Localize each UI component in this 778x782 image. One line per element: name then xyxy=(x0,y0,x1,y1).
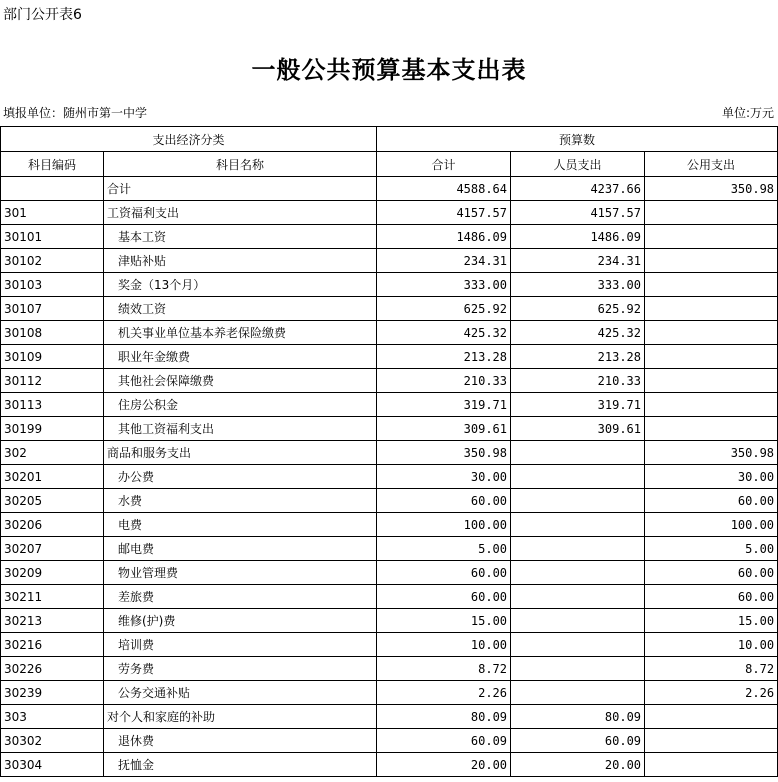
table-row xyxy=(1,465,778,489)
col-header-personnel: 人员支出 xyxy=(511,152,645,177)
row-code: 30199 xyxy=(1,417,104,441)
row-personnel: 4157.57 xyxy=(511,201,645,225)
row-public xyxy=(645,753,778,777)
row-total: 100.00 xyxy=(377,513,511,537)
row-code: 30102 xyxy=(1,249,104,273)
row-code: 30108 xyxy=(1,321,104,345)
table-row xyxy=(1,633,778,657)
row-name: 职业年金缴费 xyxy=(104,345,377,369)
row-personnel xyxy=(511,561,645,585)
row-personnel: 625.92 xyxy=(511,297,645,321)
row-code: 30216 xyxy=(1,633,104,657)
table-row xyxy=(1,177,778,201)
table-row xyxy=(1,201,778,225)
row-total: 20.00 xyxy=(377,753,511,777)
row-public xyxy=(645,705,778,729)
row-personnel: 20.00 xyxy=(511,753,645,777)
row-name: 对个人和家庭的补助 xyxy=(104,705,377,729)
row-code: 302 xyxy=(1,441,104,465)
row-total: 4157.57 xyxy=(377,201,511,225)
row-name: 维修(护)费 xyxy=(104,609,377,633)
row-total: 1486.09 xyxy=(377,225,511,249)
form-number: 部门公开表6 xyxy=(3,7,82,23)
row-name: 劳务费 xyxy=(104,657,377,681)
row-personnel xyxy=(511,489,645,513)
row-public: 350.98 xyxy=(645,441,778,465)
row-code: 30226 xyxy=(1,657,104,681)
row-name: 培训费 xyxy=(104,633,377,657)
table-row xyxy=(1,657,778,681)
row-public: 60.00 xyxy=(645,561,778,585)
row-code: 303 xyxy=(1,705,104,729)
row-personnel xyxy=(511,657,645,681)
row-total: 350.98 xyxy=(377,441,511,465)
table-group-header-row xyxy=(1,127,778,152)
row-code: 301 xyxy=(1,201,104,225)
row-total: 234.31 xyxy=(377,249,511,273)
row-personnel xyxy=(511,585,645,609)
row-public: 8.72 xyxy=(645,657,778,681)
table-row xyxy=(1,369,778,393)
row-code: 30112 xyxy=(1,369,104,393)
row-public: 60.00 xyxy=(645,585,778,609)
row-name: 奖金（13个月） xyxy=(104,273,377,297)
row-code: 30207 xyxy=(1,537,104,561)
row-name: 抚恤金 xyxy=(104,753,377,777)
col-header-total: 合计 xyxy=(377,152,511,177)
row-name: 办公费 xyxy=(104,465,377,489)
row-code: 30107 xyxy=(1,297,104,321)
row-code: 30113 xyxy=(1,393,104,417)
row-code: 30205 xyxy=(1,489,104,513)
table-row xyxy=(1,393,778,417)
table-row xyxy=(1,441,778,465)
row-name: 公务交通补贴 xyxy=(104,681,377,705)
row-total: 2.26 xyxy=(377,681,511,705)
row-total: 60.00 xyxy=(377,585,511,609)
row-public: 15.00 xyxy=(645,609,778,633)
row-name: 机关事业单位基本养老保险缴费 xyxy=(104,321,377,345)
row-public xyxy=(645,273,778,297)
table-row xyxy=(1,513,778,537)
table-row xyxy=(1,321,778,345)
row-personnel: 1486.09 xyxy=(511,225,645,249)
row-personnel: 234.31 xyxy=(511,249,645,273)
reporting-unit: 填报单位：随州市第一中学 xyxy=(3,106,148,120)
row-name: 差旅费 xyxy=(104,585,377,609)
row-total: 60.09 xyxy=(377,729,511,753)
row-personnel xyxy=(511,441,645,465)
row-personnel xyxy=(511,537,645,561)
table-body xyxy=(1,177,778,777)
row-public: 5.00 xyxy=(645,537,778,561)
row-name: 合计 xyxy=(104,177,377,201)
row-total: 8.72 xyxy=(377,657,511,681)
row-total: 15.00 xyxy=(377,609,511,633)
row-name: 绩效工资 xyxy=(104,297,377,321)
row-personnel: 309.61 xyxy=(511,417,645,441)
page-title: 一般公共预算基本支出表 xyxy=(251,55,527,84)
col-header-code: 科目编码 xyxy=(1,152,104,177)
row-personnel xyxy=(511,609,645,633)
col-header-public: 公用支出 xyxy=(645,152,778,177)
row-public xyxy=(645,249,778,273)
row-personnel: 333.00 xyxy=(511,273,645,297)
row-name: 退休费 xyxy=(104,729,377,753)
row-code: 30211 xyxy=(1,585,104,609)
row-name: 电费 xyxy=(104,513,377,537)
group-header-classification: 支出经济分类 xyxy=(1,127,377,152)
table-row xyxy=(1,417,778,441)
table-row xyxy=(1,249,778,273)
group-header-budget: 预算数 xyxy=(377,127,778,152)
table-row xyxy=(1,609,778,633)
row-public: 10.00 xyxy=(645,633,778,657)
row-public: 350.98 xyxy=(645,177,778,201)
row-public: 60.00 xyxy=(645,489,778,513)
row-public xyxy=(645,417,778,441)
row-public xyxy=(645,393,778,417)
row-total: 10.00 xyxy=(377,633,511,657)
row-code: 30239 xyxy=(1,681,104,705)
row-personnel xyxy=(511,681,645,705)
row-total: 625.92 xyxy=(377,297,511,321)
row-total: 425.32 xyxy=(377,321,511,345)
row-code: 30109 xyxy=(1,345,104,369)
table-row xyxy=(1,345,778,369)
table-row xyxy=(1,537,778,561)
row-code: 30302 xyxy=(1,729,104,753)
row-public xyxy=(645,225,778,249)
row-code: 30213 xyxy=(1,609,104,633)
table-row xyxy=(1,705,778,729)
table-row xyxy=(1,729,778,753)
row-personnel: 425.32 xyxy=(511,321,645,345)
row-personnel: 210.33 xyxy=(511,369,645,393)
row-total: 30.00 xyxy=(377,465,511,489)
table-row xyxy=(1,297,778,321)
table-header-row xyxy=(1,152,778,177)
row-total: 60.00 xyxy=(377,561,511,585)
row-code: 30201 xyxy=(1,465,104,489)
row-name: 津贴补贴 xyxy=(104,249,377,273)
row-personnel xyxy=(511,513,645,537)
row-personnel: 60.09 xyxy=(511,729,645,753)
table-row xyxy=(1,753,778,777)
row-public xyxy=(645,369,778,393)
row-name: 其他工资福利支出 xyxy=(104,417,377,441)
row-name: 商品和服务支出 xyxy=(104,441,377,465)
row-total: 60.00 xyxy=(377,489,511,513)
row-total: 210.33 xyxy=(377,369,511,393)
row-code: 30209 xyxy=(1,561,104,585)
row-public: 100.00 xyxy=(645,513,778,537)
row-public xyxy=(645,297,778,321)
row-name: 邮电费 xyxy=(104,537,377,561)
row-name: 水费 xyxy=(104,489,377,513)
currency-unit: 单位:万元 xyxy=(721,106,774,120)
row-personnel: 4237.66 xyxy=(511,177,645,201)
row-public xyxy=(645,201,778,225)
row-code: 30103 xyxy=(1,273,104,297)
row-code xyxy=(1,177,104,201)
table-row xyxy=(1,681,778,705)
row-total: 309.61 xyxy=(377,417,511,441)
row-public xyxy=(645,729,778,753)
row-total: 80.09 xyxy=(377,705,511,729)
row-name: 工资福利支出 xyxy=(104,201,377,225)
row-code: 30101 xyxy=(1,225,104,249)
row-personnel xyxy=(511,465,645,489)
row-total: 213.28 xyxy=(377,345,511,369)
row-name: 物业管理费 xyxy=(104,561,377,585)
row-public xyxy=(645,345,778,369)
col-header-name: 科目名称 xyxy=(104,152,377,177)
table-row xyxy=(1,561,778,585)
row-public xyxy=(645,321,778,345)
row-name: 其他社会保障缴费 xyxy=(104,369,377,393)
row-personnel: 80.09 xyxy=(511,705,645,729)
row-total: 333.00 xyxy=(377,273,511,297)
table-row xyxy=(1,273,778,297)
row-public: 30.00 xyxy=(645,465,778,489)
row-total: 319.71 xyxy=(377,393,511,417)
row-code: 30304 xyxy=(1,753,104,777)
row-personnel: 319.71 xyxy=(511,393,645,417)
row-name: 住房公积金 xyxy=(104,393,377,417)
table-row xyxy=(1,225,778,249)
row-code: 30206 xyxy=(1,513,104,537)
table-row xyxy=(1,585,778,609)
row-name: 基本工资 xyxy=(104,225,377,249)
table-row xyxy=(1,489,778,513)
row-public: 2.26 xyxy=(645,681,778,705)
row-personnel: 213.28 xyxy=(511,345,645,369)
row-total: 4588.64 xyxy=(377,177,511,201)
row-total: 5.00 xyxy=(377,537,511,561)
row-personnel xyxy=(511,633,645,657)
budget-table xyxy=(0,126,778,777)
